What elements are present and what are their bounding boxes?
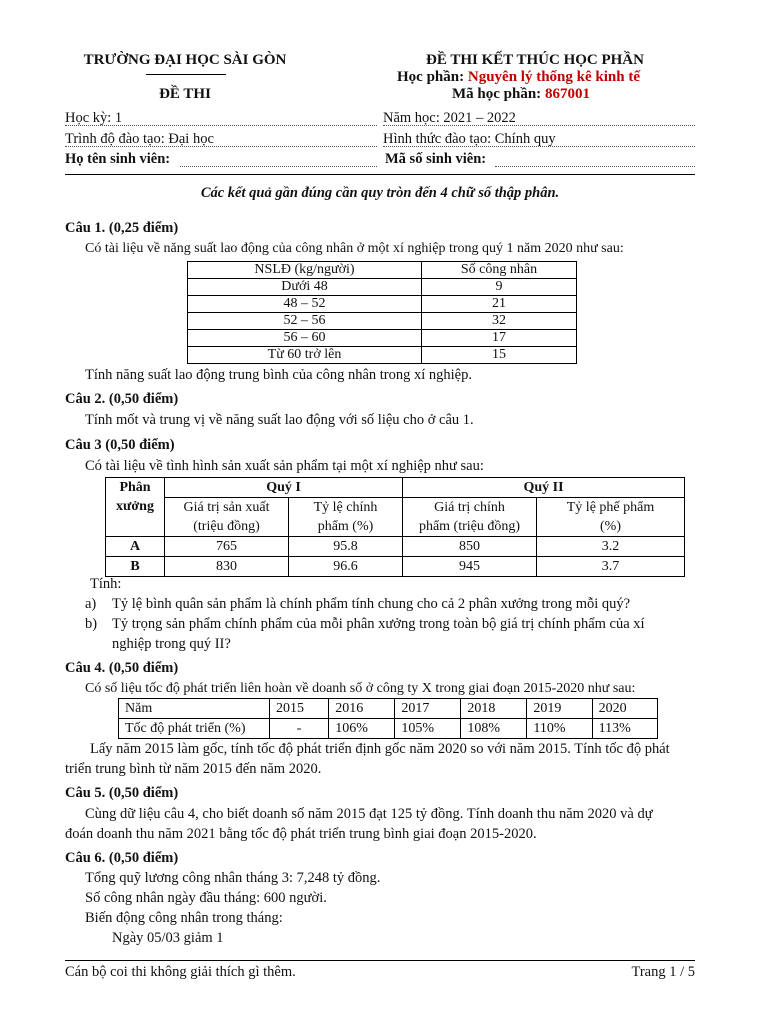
q6-line1: Tổng quỹ lương công nhân tháng 3: 7,248 tỷ đồng.	[85, 870, 381, 886]
q1-header-cell: Số công nhân	[422, 262, 577, 279]
q4-task-line2: triển trung bình từ năm 2015 đến năm 2020.	[65, 761, 322, 777]
q3-header-cell	[537, 498, 685, 537]
q3-header-line: phẩm (%)	[317, 519, 374, 534]
q2-task: Tính mốt và trung vị về năng suất lao động với số liệu cho ở câu 1.	[85, 412, 474, 428]
table-row	[106, 557, 685, 577]
level-text: Trình độ đào tạo: Đại học	[65, 131, 214, 147]
q3-cell: 830	[165, 557, 289, 577]
school-underline	[146, 74, 226, 75]
q1-cell: 52 – 56	[188, 313, 422, 330]
course-code-label: Mã học phần:	[452, 86, 542, 102]
q1-cell: 56 – 60	[188, 330, 422, 347]
q4-cell: Năm	[119, 699, 270, 719]
semester-text: Học kỳ: 1	[65, 110, 123, 126]
q3-header-quarter-2: Quý II	[403, 478, 685, 498]
student-id-field[interactable]	[495, 166, 695, 167]
q5-line1: Cùng dữ liệu câu 4, cho biết doanh số năm 2015 đạt 125 tỷ đồng. Tính doanh thu năm 2020 và dự	[85, 806, 653, 822]
student-id-label: Mã số sinh viên:	[385, 151, 487, 167]
instruction: Các kết quả gần đúng cần quy tròn đến 4 chữ số thập phân.	[200, 185, 560, 201]
q1-cell: 15	[422, 347, 577, 364]
q3-cell: 850	[403, 537, 537, 557]
q1-intro: Có tài liệu về năng suất lao động của công nhân ở một xí nghiệp trong quý 1 năm 2020 như sau:	[85, 241, 624, 256]
q3-b-marker: b)	[85, 616, 98, 632]
q3-cell: 96.6	[289, 557, 403, 577]
table-row	[119, 719, 658, 739]
q4-table	[118, 698, 658, 739]
year-dots	[383, 125, 695, 126]
q4-cell: -	[270, 719, 329, 739]
q3-table	[105, 477, 685, 577]
q1-cell: 9	[422, 279, 577, 296]
course-code: 867001	[544, 86, 590, 102]
table-row	[188, 279, 577, 296]
q3-a-marker: a)	[85, 596, 97, 612]
q3-header-row-2	[106, 498, 685, 537]
year-text: Năm học: 2021 – 2022	[383, 110, 516, 126]
table-row	[188, 347, 577, 364]
q4-task-line1: Lấy năm 2015 làm gốc, tính tốc độ phát triển định gốc năm 2020 so với năm 2015. Tính tốc độ phát	[90, 741, 670, 757]
q3-title: Câu 3 (0,50 điểm)	[65, 437, 175, 453]
mode-text: Hình thức đào tạo: Chính quy	[383, 131, 556, 147]
q3-header-line: phẩm (triệu đồng)	[418, 519, 521, 534]
table-row	[106, 537, 685, 557]
q3-cell: 3.2	[537, 537, 685, 557]
q3-header-workshop	[106, 478, 165, 537]
q3-b-line1: Tỷ trọng sản phẩm chính phẩm của mỗi phân xưởng trong toàn bộ giá trị chính phẩm của xí	[112, 616, 645, 632]
q1-header-cell: NSLĐ (kg/người)	[188, 262, 422, 279]
q1-task: Tính năng suất lao động trung bình của công nhân trong xí nghiệp.	[85, 367, 472, 383]
page-number: Trang 1 / 5	[631, 964, 695, 980]
q3-header-cell	[289, 498, 403, 537]
q4-cell: 106%	[329, 719, 395, 739]
q4-cell: Tốc độ phát triển (%)	[119, 719, 270, 739]
q3-header-cell	[403, 498, 537, 537]
level-dots	[65, 146, 377, 147]
q3-task-label: Tính:	[90, 576, 122, 592]
q4-cell: 105%	[395, 719, 461, 739]
q1-cell: 21	[422, 296, 577, 313]
q3-cell: 765	[165, 537, 289, 557]
q1-cell: 17	[422, 330, 577, 347]
table-row	[188, 296, 577, 313]
footer-note: Cán bộ coi thi không giải thích gì thêm.	[65, 964, 296, 980]
q1-cell: Từ 60 trở lên	[188, 347, 422, 364]
q3-header-line: (%)	[600, 519, 621, 534]
q3-header-line: Giá trị sản xuất	[183, 500, 270, 515]
q1-cell: Dưới 48	[188, 279, 422, 296]
q3-header-quarter-1: Quý I	[165, 478, 403, 498]
table-row	[188, 330, 577, 347]
q3-cell: 945	[403, 557, 537, 577]
q6-line2: Số công nhân ngày đầu tháng: 600 người.	[85, 890, 327, 906]
school-name: TRƯỜNG ĐẠI HỌC SÀI GÒN	[83, 52, 287, 68]
q6-line3: Biến động công nhân trong tháng:	[85, 910, 283, 926]
q2-title: Câu 2. (0,50 điểm)	[65, 391, 179, 407]
q4-cell: 2018	[461, 699, 527, 719]
q4-cell: 2019	[527, 699, 592, 719]
q5-line2: đoán doanh thu năm 2021 bằng tốc độ phát triển trung bình giai đoạn 2015-2020.	[65, 826, 537, 842]
q3-intro: Có tài liệu về tình hình sản xuất sản phẩm tại một xí nghiệp như sau:	[85, 458, 484, 474]
footer-divider	[65, 960, 695, 961]
q3-header-line: (triệu đồng)	[193, 519, 260, 534]
q4-cell: 110%	[527, 719, 592, 739]
q1-title: Câu 1. (0,25 điểm)	[65, 220, 179, 236]
q3-header-line: Giá trị chính	[434, 500, 505, 515]
q3-header-line: Tỷ lệ chính	[313, 500, 378, 515]
semester-dots	[65, 125, 377, 126]
q4-cell: 113%	[592, 719, 657, 739]
q3-cell: B	[106, 557, 165, 577]
q3-header-cell	[165, 498, 289, 537]
doc-type: ĐỀ THI	[159, 86, 211, 102]
q3-b-line2: nghiệp trong quý II?	[112, 636, 231, 652]
student-name-field[interactable]	[180, 166, 377, 167]
q4-intro: Có số liệu tốc độ phát triển liên hoàn về doanh số ở công ty X trong giai đoạn 2015-2020 như sau:	[85, 681, 636, 696]
course-name: Nguyên lý thống kê kinh tế	[467, 69, 640, 85]
q4-cell: 2015	[270, 699, 329, 719]
q3-a-text: Tỷ lệ bình quân sản phẩm là chính phẩm tính chung cho cả 2 phân xưởng trong mỗi quý?	[112, 596, 631, 612]
q3-header-workshop-line2: xưởng	[116, 499, 154, 514]
q3-header-workshop-line1: Phân	[119, 480, 151, 495]
header-divider	[65, 174, 695, 175]
q1-cell: 32	[422, 313, 577, 330]
q4-cell: 2016	[329, 699, 395, 719]
q6-title: Câu 6. (0,50 điểm)	[65, 850, 179, 866]
mode-dots	[383, 146, 695, 147]
q3-cell: 95.8	[289, 537, 403, 557]
exam-title: ĐỀ THI KẾT THÚC HỌC PHẦN	[426, 52, 644, 68]
q4-title: Câu 4. (0,50 điểm)	[65, 660, 179, 676]
q5-title: Câu 5. (0,50 điểm)	[65, 785, 179, 801]
student-name-label: Họ tên sinh viên:	[65, 151, 171, 167]
q3-header-row-1	[106, 478, 685, 498]
q1-cell: 48 – 52	[188, 296, 422, 313]
q3-cell: A	[106, 537, 165, 557]
q1-table-header	[188, 262, 577, 279]
q4-cell: 108%	[461, 719, 527, 739]
q1-table	[187, 261, 577, 364]
course-line	[397, 69, 640, 86]
q4-cell: 2020	[592, 699, 657, 719]
table-row	[119, 699, 658, 719]
course-label: Học phần:	[397, 69, 465, 85]
q4-cell: 2017	[395, 699, 461, 719]
q3-cell: 3.7	[537, 557, 685, 577]
course-code-line	[452, 86, 590, 103]
q3-header-line: Tỷ lệ phế phẩm	[566, 500, 655, 515]
table-row	[188, 313, 577, 330]
q6-line4: Ngày 05/03 giảm 1	[112, 930, 224, 946]
